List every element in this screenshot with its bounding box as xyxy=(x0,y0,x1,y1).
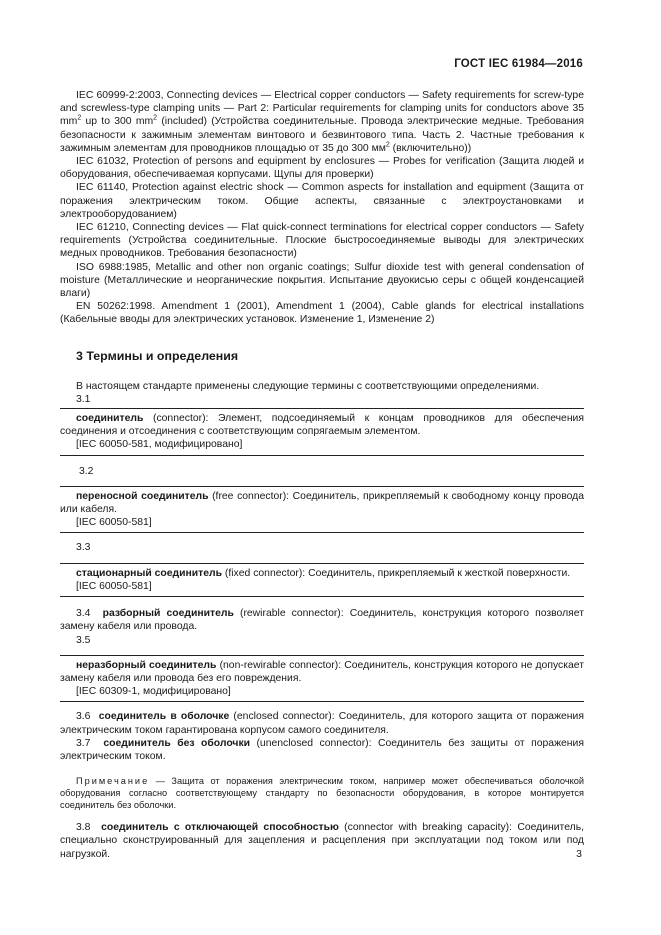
reference-iec-61140: IEC 61140, Protection against electric shock — Common aspects for installation and equipment (Защита от поражения электрическим током. Общие аспекты, связанные с электроустановками и электрооборудованием) xyxy=(60,182,584,220)
term-name: переносной соединитель xyxy=(76,490,209,502)
term-source: [IEC 60050-581, модифицировано] xyxy=(76,439,243,451)
term-box xyxy=(60,655,584,703)
section-title: 3 Термины и определения xyxy=(76,348,239,363)
page-number: 3 xyxy=(576,848,582,860)
standard-header: ГОСТ IEC 61984—2016 xyxy=(454,58,583,70)
term-3-7: 3.7 соединитель без оболочки (unenclosed connector): Соединитель без защиты от поражения электрическим током. xyxy=(60,737,584,762)
term-number: 3.1 xyxy=(76,393,91,405)
term-definition: стационарный соединитель (fixed connector): Соединитель, прикрепляемый к жесткой поверхности. xyxy=(76,567,571,579)
term-box xyxy=(60,563,584,597)
term-number: 3.5 xyxy=(76,634,91,646)
reference-iec-60999-2: IEC 60999-2:2003, Connecting devices — Electrical copper conductors — Safety requirements for screw-type and screwless-type clamping units — Part 2: Particular requirements for clamping units for conductors above 35 $mm^2$ up to 300 $mm^2$ (included) (Устройства соединительные. Провода электрические медные. Требования безопасности к зажимным элементам винтового и безвинтового типа. Часть 2. Частные требования к зажимным элементам для проводников площадью от 35 до 300 $мм^2$ (включительно)) xyxy=(60,90,584,154)
term-3-6: 3.6 соединитель в оболочке (enclosed connector): Соединитель, для которого защита от поражения электрическим током гарантирована корпусом самого соединителя. xyxy=(60,711,584,736)
term-number: 3.2 xyxy=(79,465,94,477)
note: Примечание — Защита от поражения электрическим током, например может обеспечиваться оболочкой оборудования согласно соответствующему стандарту по безопасности оборудования, в которое монтируется соединитель без оболочки. xyxy=(60,776,584,811)
reference-en-50262: EN 50262:1998. Amendment 1 (2001), Amendment 1 (2004), Cable glands for electrical installations (Кабельные вводы для электрических установок. Изменение 1, Изменение 2) xyxy=(60,301,584,326)
term-3-8: 3.8 соединитель с отключающей способностью (connector with breaking capacity): Соединитель, специально сконструированный для зацепления и расцепления при эксплуатации под током или под нагрузкой. xyxy=(60,822,584,860)
term-definition: соединитель (connector): Элемент, подсоединяемый к концам проводников для обеспечения соединения и отсоединения с соответствующим сопрягаемым элементом. xyxy=(60,413,584,438)
reference-iec-61210: IEC 61210, Connecting devices — Flat quick-connect terminations for electrical copper conductors — Safety requirements (Устройства соединительные. Плоские быстросоединяемые выводы для электрических медных проводников. Требования безопасности) xyxy=(60,222,584,260)
reference-iec-61032: IEC 61032, Protection of persons and equipment by enclosures — Probes for verification (Защита людей и оборудования, обеспечиваемая корпусами. Щупы для проверки) xyxy=(60,156,584,181)
term-number: 3.3 xyxy=(76,542,91,554)
term-definition: неразборный соединитель (non-rewirable connector): Соединитель, конструкция которого не допускает замену кабеля или провода без его повреждения. xyxy=(60,659,584,684)
section-intro: В настоящем стандарте применены следующие термины с соответствующими определениями. xyxy=(76,380,540,392)
term-box xyxy=(60,486,584,534)
term-box xyxy=(60,408,584,456)
term-source: [IEC 60050-581] xyxy=(76,580,152,592)
term-definition: переносной соединитель (free connector): Соединитель, прикрепляемый к свободному концу провода или кабеля. xyxy=(60,490,584,516)
reference-iso-6988: ISO 6988:1985, Metallic and other non organic coatings; Sulfur dioxide test with general condensation of moisture (Металлические и неорганические покрытия. Испытание двуокисью серы с общей конденсацией влаги) xyxy=(60,261,584,300)
term-name: стационарный соединитель xyxy=(76,567,223,579)
term-source: [IEC 60309-1, модифицировано] xyxy=(76,686,231,698)
term-source: [IEC 60050-581] xyxy=(76,517,152,529)
term-3-4: 3.4 разборный соединитель (rewirable connector): Соединитель, конструкция которого позволяет замену кабеля или провода. xyxy=(60,608,584,633)
term-name: соединитель xyxy=(76,413,144,425)
term-name: неразборный соединитель xyxy=(76,659,217,671)
document-body xyxy=(60,89,584,861)
note-label: Примечание xyxy=(76,776,150,787)
